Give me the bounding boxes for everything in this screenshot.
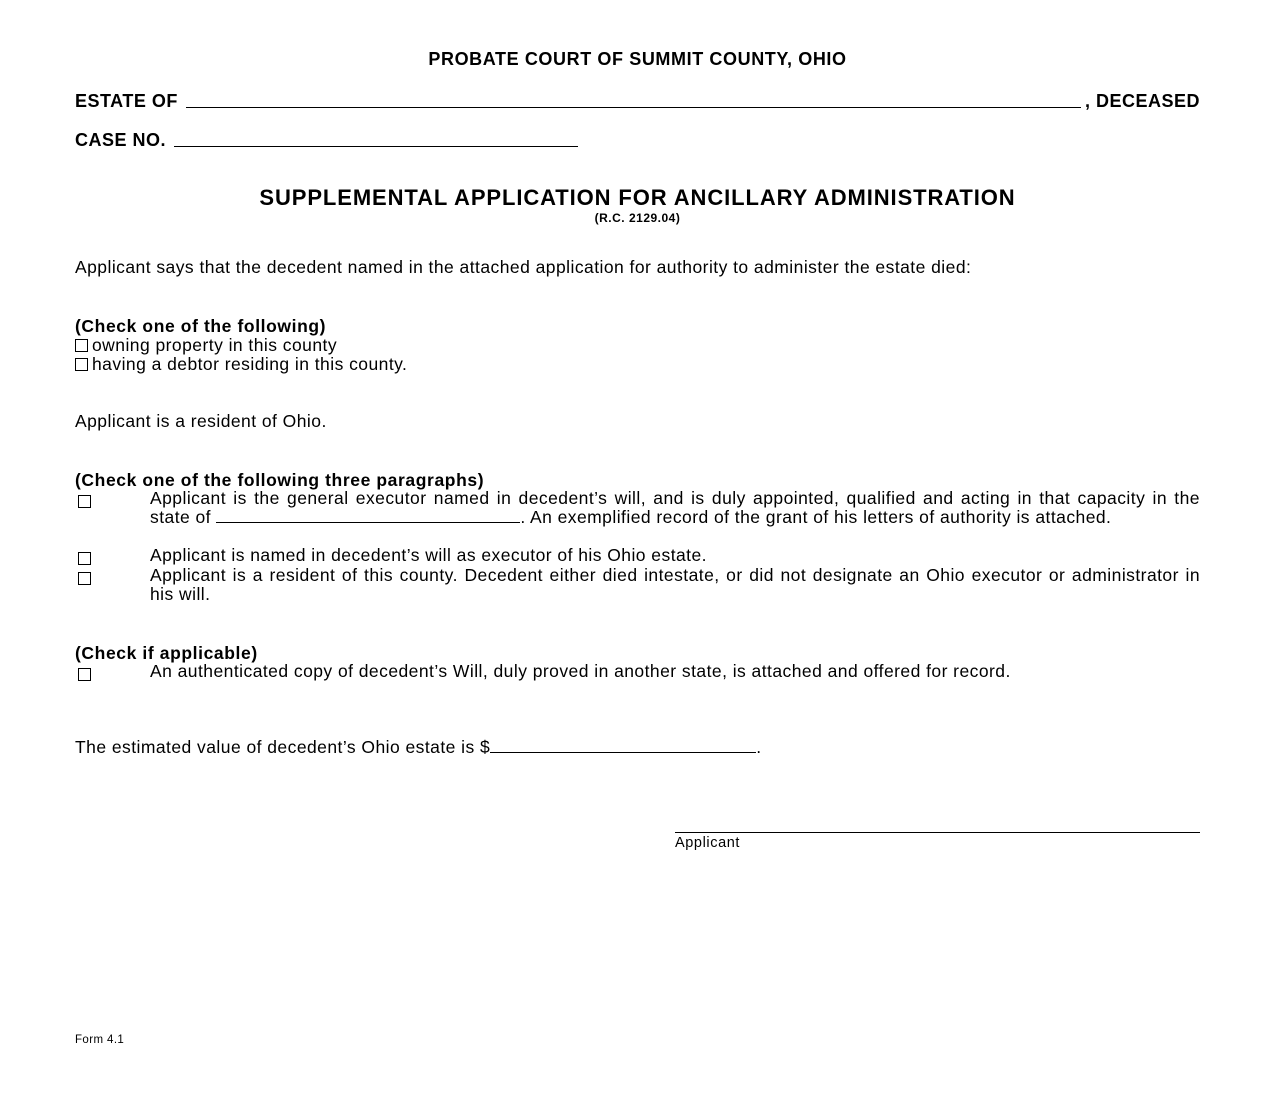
checkbox[interactable]: [78, 495, 91, 508]
intro-paragraph: Applicant says that the decedent named in the attached application for authority to administer the estate died:: [75, 257, 972, 277]
checkbox[interactable]: [78, 572, 91, 585]
estate-of-line: [75, 88, 1200, 112]
estimate-text: The estimated value of decedent’s Ohio estate is $: [75, 737, 491, 757]
estimate-period: .: [756, 737, 762, 757]
case-number-line: [75, 127, 578, 151]
statute-reference: (R.C. 2129.04): [594, 211, 681, 225]
state-field[interactable]: [216, 508, 520, 523]
checkbox[interactable]: [78, 668, 91, 681]
paragraph-text: [150, 489, 1200, 528]
section2-heading: (Check one of the following three paragraphs): [75, 470, 485, 490]
section1-option-2: [75, 355, 1200, 374]
estimated-value-line: [75, 738, 1200, 757]
option-label: owning property in this county: [92, 335, 338, 355]
estate-name-field[interactable]: [186, 89, 1081, 108]
paragraph-text-before: Applicant is the general executor named in decedent’s will, and is duly appointed, qualified and acting in that capacity in the state of: [150, 488, 1200, 528]
section2-paragraph-3: [75, 566, 1200, 605]
paragraph-text-after: . An exemplified record of the grant of his letters of authority is attached.: [520, 507, 1112, 528]
checkbox[interactable]: [75, 339, 88, 352]
section3-paragraph-1: [75, 662, 1200, 681]
section2-paragraph-2: [75, 546, 1200, 565]
court-name: PROBATE COURT OF SUMMIT COUNTY, OHIO: [428, 49, 847, 69]
checkbox[interactable]: [75, 358, 88, 371]
section1-option-1: [75, 336, 1200, 355]
paragraph-text: Applicant is named in decedent’s will as executor of his Ohio estate.: [150, 545, 707, 565]
section1-heading: (Check one of the following): [75, 316, 327, 336]
estate-label: ESTATE OF: [75, 91, 178, 111]
deceased-label: , DECEASED: [1084, 91, 1200, 111]
form-title: SUPPLEMENTAL APPLICATION FOR ANCILLARY ADMINISTRATION: [259, 185, 1016, 210]
case-label: CASE NO.: [75, 130, 167, 150]
case-number-field[interactable]: [174, 128, 578, 147]
estate-value-field[interactable]: [490, 738, 756, 753]
paragraph-text: Applicant is a resident of this county. Decedent either died intestate, or did not designate an Ohio executor or administrator in his will.: [150, 565, 1200, 605]
form-number: Form 4.1: [75, 1034, 125, 1046]
checkbox[interactable]: [78, 552, 91, 565]
resident-statement: Applicant is a resident of Ohio.: [75, 411, 327, 431]
section2-paragraph-1: [75, 489, 1200, 528]
option-label: having a debtor residing in this county.: [92, 354, 408, 374]
signature-label: Applicant: [675, 835, 741, 851]
section3-heading: (Check if applicable): [75, 643, 258, 663]
signature-line[interactable]: [675, 832, 1200, 833]
paragraph-text: An authenticated copy of decedent’s Will, duly proved in another state, is attached and offered for record.: [150, 661, 1011, 681]
